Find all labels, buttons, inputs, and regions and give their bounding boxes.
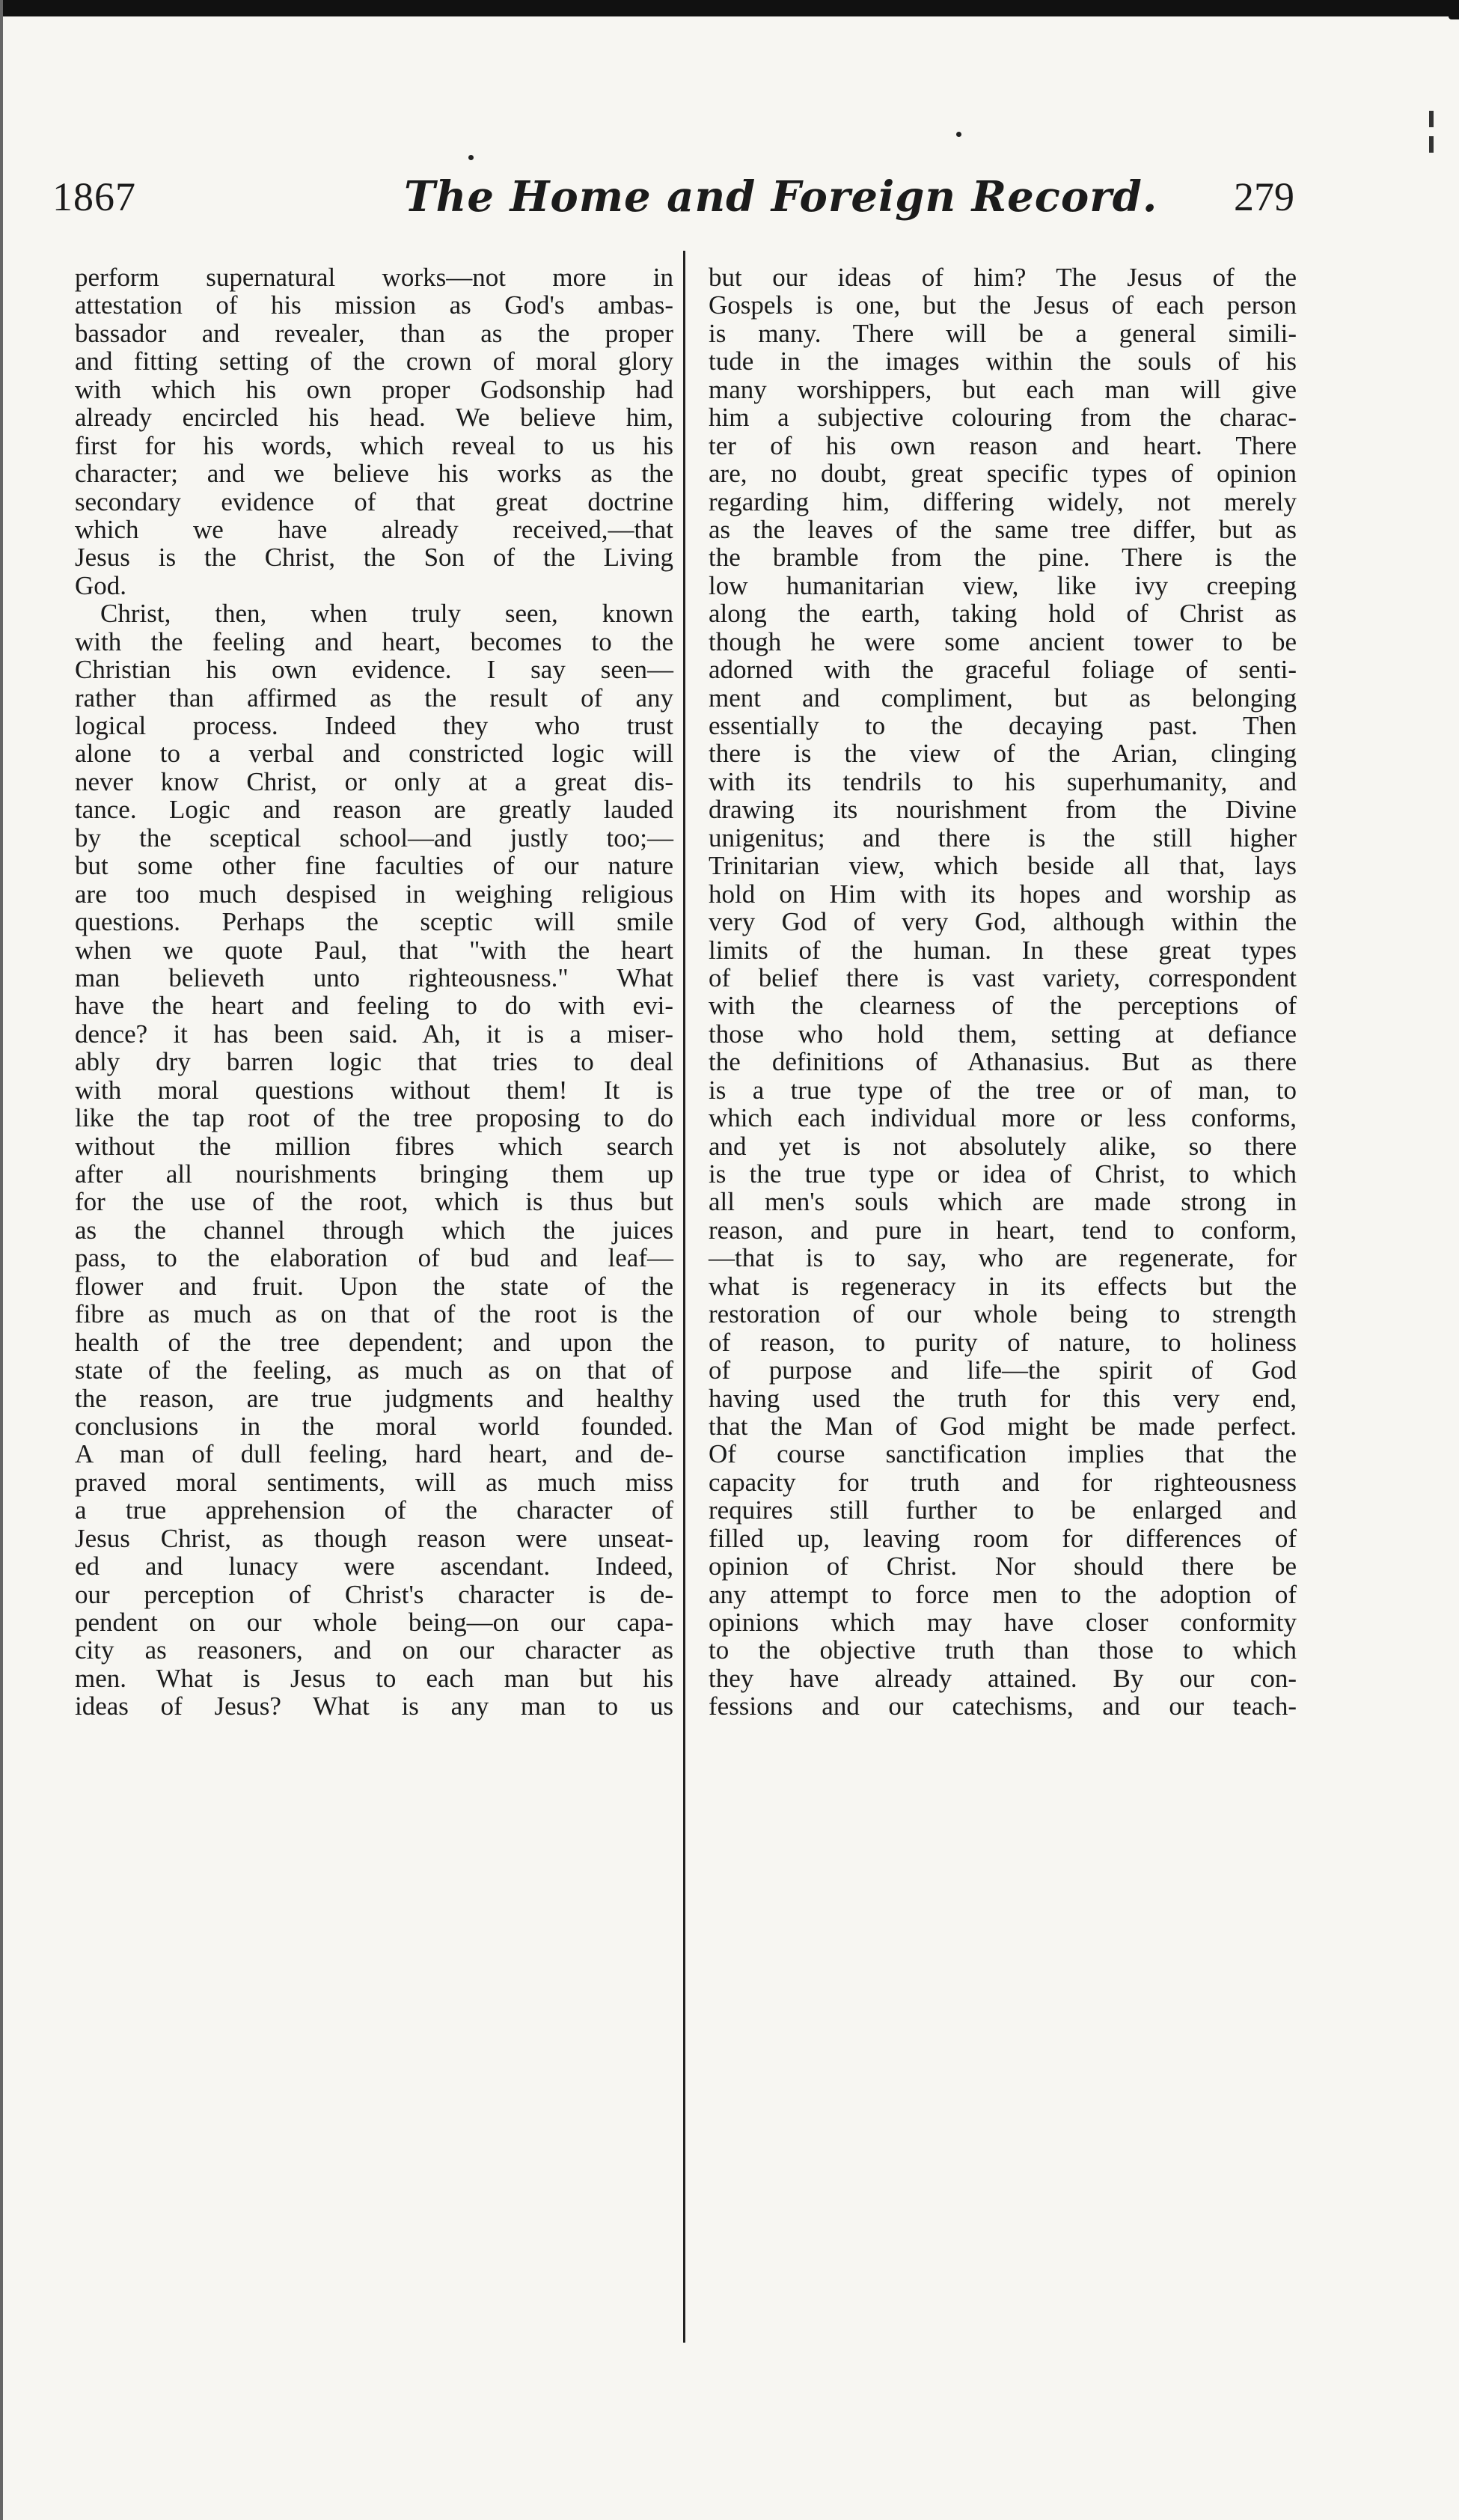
text-line: by the sceptical school—and justly too;— xyxy=(75,823,673,852)
text-line: with which his own proper Godsonship had xyxy=(75,374,673,404)
text-line: are too much despised in weighing religious xyxy=(75,879,673,909)
text-line: God. xyxy=(75,570,127,600)
text-line: but our ideas of him? The Jesus of the xyxy=(709,263,1297,292)
page-number: 279 xyxy=(1234,174,1294,219)
text-line: fessions and our catechisms, and our teach- xyxy=(709,1691,1297,1721)
journal-title: The Home and Foreign Record. xyxy=(404,172,1158,222)
text-line: our perception of Christ's character is de- xyxy=(75,1579,673,1609)
text-line: ment and compliment, but as belonging xyxy=(709,683,1297,713)
text-line: Trinitarian view, which beside all that, lays xyxy=(709,851,1297,881)
text-line: dence? it has been said. Ah, it is a miser- xyxy=(75,1019,673,1049)
text-line: alone to a verbal and constricted logic will xyxy=(75,739,673,769)
text-line: without the million fibres which search xyxy=(75,1131,673,1161)
text-line: drawing its nourishment from the Divine xyxy=(709,795,1297,825)
text-line: Christ, then, when truly seen, known xyxy=(100,599,673,629)
text-line: Jesus is the Christ, the Son of the Living xyxy=(75,543,673,573)
text-line: very God of very God, although within the xyxy=(709,907,1297,937)
text-line: attestation of his mission as God's ambas- xyxy=(75,290,673,320)
text-line: and fitting setting of the crown of moral glory xyxy=(75,347,673,376)
margin-speck xyxy=(1429,111,1434,127)
text-line: requires still further to be enlarged and xyxy=(709,1495,1297,1525)
text-line: ably dry barren logic that tries to deal xyxy=(75,1047,673,1077)
text-line: unigenitus; and there is the still higher xyxy=(709,823,1297,852)
text-line: flower and fruit. Upon the state of the xyxy=(75,1271,673,1301)
text-line: of purpose and life—the spirit of God xyxy=(709,1355,1297,1385)
header-year: 1867 xyxy=(52,174,136,219)
text-line: hold on Him with its hopes and worship as xyxy=(709,879,1297,909)
text-line: pass, to the elaboration of bud and leaf— xyxy=(75,1243,673,1273)
text-line: man believeth unto righteousness." What xyxy=(75,962,673,992)
text-line: there is the view of the Arian, clinging xyxy=(709,739,1297,769)
text-line: with the clearness of the perceptions of xyxy=(709,991,1297,1021)
text-line: to the objective truth than those to which xyxy=(709,1635,1297,1665)
text-line: are, no doubt, great specific types of opinion xyxy=(709,459,1297,489)
stray-ink-dot xyxy=(468,155,474,160)
text-line: with its tendrils to his superhumanity, and xyxy=(709,766,1297,796)
text-line: any attempt to force men to the adoption of xyxy=(709,1579,1297,1609)
text-line: already encircled his head. We believe him, xyxy=(75,403,673,433)
text-line: regarding him, differing widely, not merely xyxy=(709,486,1297,516)
text-line: bassador and revealer, than as the proper xyxy=(75,318,673,348)
text-line: perform supernatural works—not more in xyxy=(75,263,673,292)
text-line: Of course sanctification implies that the xyxy=(709,1439,1297,1469)
text-line: having used the truth for this very end, xyxy=(709,1383,1297,1413)
text-line: essentially to the decaying past. Then xyxy=(709,711,1297,740)
top-right-corner-mark xyxy=(1449,0,1459,19)
text-line: the definitions of Athanasius. But as there xyxy=(709,1047,1297,1077)
right-text-column xyxy=(709,263,1297,1721)
text-line: all men's souls which are made strong in xyxy=(709,1187,1297,1217)
text-line: —that is to say, who are regenerate, for xyxy=(709,1243,1297,1273)
left-text-column xyxy=(75,263,673,1721)
text-line: what is regeneracy in its effects but the xyxy=(709,1271,1297,1301)
text-line: Jesus Christ, as though reason were unseat- xyxy=(75,1523,673,1553)
text-line: the reason, are true judgments and healthy xyxy=(75,1383,673,1413)
text-line: limits of the human. In these great types xyxy=(709,935,1297,965)
text-line: they have already attained. By our con- xyxy=(709,1663,1297,1693)
text-line: but some other fine faculties of our nature xyxy=(75,851,673,881)
text-line: opinion of Christ. Nor should there be xyxy=(709,1552,1297,1581)
text-line: never know Christ, or only at a great dis- xyxy=(75,766,673,796)
text-line: first for his words, which reveal to us his xyxy=(75,430,673,460)
text-line: which we have already received,—that xyxy=(75,514,673,544)
text-line: reason, and pure in heart, tend to conform, xyxy=(709,1215,1297,1245)
text-line: tance. Logic and reason are greatly lauded xyxy=(75,795,673,825)
column-divider xyxy=(683,251,685,2343)
text-line: pendent on our whole being—on our capa- xyxy=(75,1608,673,1637)
text-line: him a subjective colouring from the charac- xyxy=(709,403,1297,433)
text-line: which each individual more or less conforms, xyxy=(709,1103,1297,1133)
text-line: a true apprehension of the character of xyxy=(75,1495,673,1525)
text-line: rather than affirmed as the result of any xyxy=(75,683,673,713)
text-line: questions. Perhaps the sceptic will smile xyxy=(75,907,673,937)
text-line: Gospels is one, but the Jesus of each person xyxy=(709,290,1297,320)
text-line: capacity for truth and for righteousness xyxy=(709,1467,1297,1497)
text-line: have the heart and feeling to do with evi- xyxy=(75,991,673,1021)
text-line: ter of his own reason and heart. There xyxy=(709,430,1297,460)
text-line: for the use of the root, which is thus but xyxy=(75,1187,673,1217)
text-line: when we quote Paul, that "with the heart xyxy=(75,935,673,965)
text-line: conclusions in the moral world founded. xyxy=(75,1411,673,1441)
margin-speck xyxy=(1429,136,1434,153)
text-line: as the channel through which the juices xyxy=(75,1215,673,1245)
text-line: is a true type of the tree or of man, to xyxy=(709,1075,1297,1105)
text-line: though he were some ancient tower to be xyxy=(709,626,1297,656)
text-line: those who hold them, setting at defiance xyxy=(709,1019,1297,1049)
text-line: filled up, leaving room for differences of xyxy=(709,1523,1297,1553)
text-line: is many. There will be a general simili- xyxy=(709,318,1297,348)
text-line: ideas of Jesus? What is any man to us xyxy=(75,1691,673,1721)
text-line: the bramble from the pine. There is the xyxy=(709,543,1297,573)
text-line: A man of dull feeling, hard heart, and de- xyxy=(75,1439,673,1469)
text-line: state of the feeling, as much as on that of xyxy=(75,1355,673,1385)
stray-ink-dot xyxy=(956,132,961,137)
text-line: with moral questions without them! It is xyxy=(75,1075,673,1105)
text-line: is the true type or idea of Christ, to which xyxy=(709,1159,1297,1189)
text-line: character; and we believe his works as the xyxy=(75,459,673,489)
text-line: Christian his own evidence. I say seen— xyxy=(75,655,673,685)
text-line: of belief there is vast variety, correspondent xyxy=(709,962,1297,992)
text-line: and yet is not absolutely alike, so there xyxy=(709,1131,1297,1161)
left-border-rule xyxy=(0,0,3,2520)
text-line: tude in the images within the souls of his xyxy=(709,347,1297,376)
text-line: secondary evidence of that great doctrine xyxy=(75,486,673,516)
text-line: praved moral sentiments, will as much miss xyxy=(75,1467,673,1497)
text-line: ed and lunacy were ascendant. Indeed, xyxy=(75,1552,673,1581)
text-line: adorned with the graceful foliage of senti- xyxy=(709,655,1297,685)
text-line: many worshippers, but each man will give xyxy=(709,374,1297,404)
page-header xyxy=(52,174,1294,234)
text-line: of reason, to purity of nature, to holiness xyxy=(709,1327,1297,1357)
text-line: restoration of our whole being to strength xyxy=(709,1299,1297,1329)
text-line: health of the tree dependent; and upon the xyxy=(75,1327,673,1357)
text-line: men. What is Jesus to each man but his xyxy=(75,1663,673,1693)
top-border-rule xyxy=(0,0,1452,16)
text-line: like the tap root of the tree proposing to do xyxy=(75,1103,673,1133)
text-line: along the earth, taking hold of Christ as xyxy=(709,599,1297,629)
text-line: low humanitarian view, like ivy creeping xyxy=(709,570,1297,600)
text-line: city as reasoners, and on our character as xyxy=(75,1635,673,1665)
text-line: fibre as much as on that of the root is the xyxy=(75,1299,673,1329)
text-line: after all nourishments bringing them up xyxy=(75,1159,673,1189)
text-line: with the feeling and heart, becomes to the xyxy=(75,626,673,656)
text-line: logical process. Indeed they who trust xyxy=(75,711,673,740)
text-line: as the leaves of the same tree differ, but as xyxy=(709,514,1297,544)
text-line: opinions which may have closer conformity xyxy=(709,1608,1297,1637)
text-line: that the Man of God might be made perfect. xyxy=(709,1411,1297,1441)
